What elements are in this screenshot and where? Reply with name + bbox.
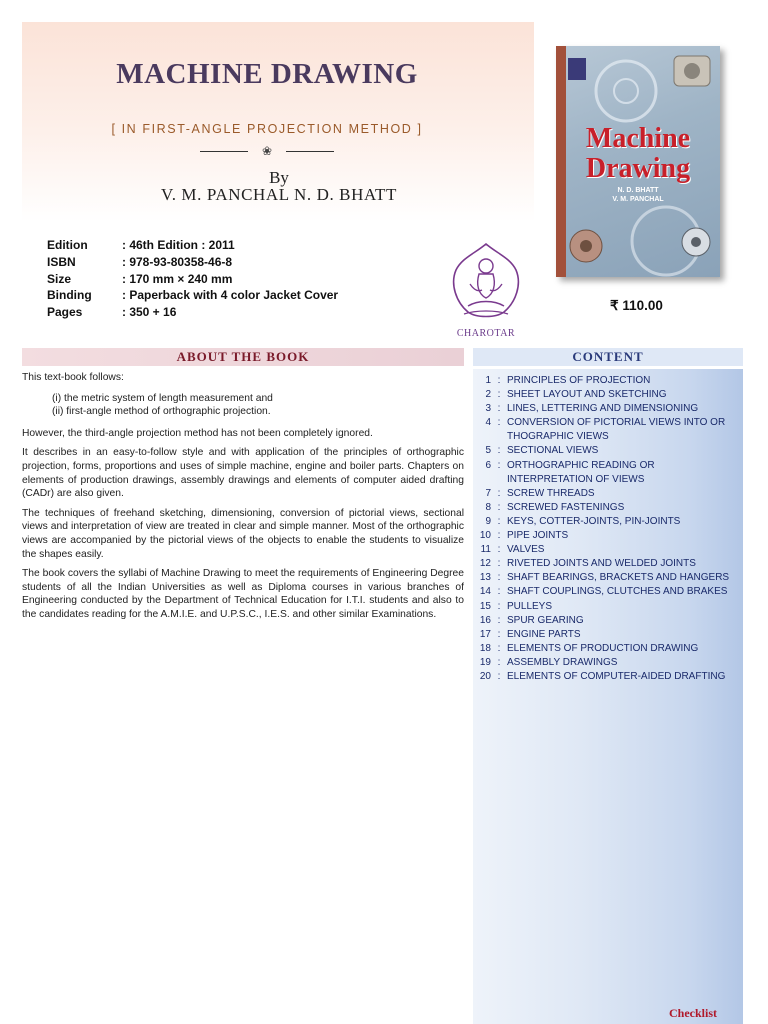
about-paragraph: The book covers the syllabi of Machine Drawing to meet the requirements of Engineering Degree students of all the Indian Universities as well as Diploma courses in various branches of Engineering conducted by the Department of Technical Education for I.T.I. students and also to the candidates reading for the A.M.I.E. and U.P.S.C., I.E.S. and other similar Examinations.: [22, 568, 464, 620]
book-details: [47, 237, 338, 321]
title-ornament: [0, 144, 534, 158]
toc-item: [476, 487, 742, 501]
toc-separator: :: [497, 670, 501, 682]
toc-item-number: 17: [479, 628, 491, 640]
ornament-line-right: [286, 151, 334, 152]
toc-separator: :: [497, 515, 501, 527]
detail-row-isbn: [47, 254, 338, 271]
publisher-logo: [446, 240, 526, 338]
toc-separator: :: [497, 544, 501, 556]
toc-item-title: ASSEMBLY DRAWINGS: [507, 656, 618, 668]
table-of-contents: [476, 374, 742, 684]
toc-item-number: 11: [480, 544, 491, 556]
toc-separator: :: [497, 375, 501, 386]
detail-label: Pages: [47, 305, 83, 320]
charotar-emblem-icon: [446, 240, 526, 326]
toc-item-title: ORTHOGRAPHIC READING OR INTERPRETATION OF VIEWS: [507, 459, 655, 485]
toc-item: [476, 656, 742, 670]
toc-item-number: 15: [479, 600, 491, 612]
toc-item-number: 16: [479, 614, 491, 626]
toc-separator: :: [497, 417, 501, 429]
toc-item-number: 4: [485, 417, 491, 429]
toc-item-number: 7: [485, 487, 491, 499]
toc-item-title: LINES, LETTERING AND DIMENSIONING: [507, 403, 699, 415]
toc-item-title: KEYS, COTTER-JOINTS, PIN-JOINTS: [507, 515, 681, 527]
toc-item: [476, 459, 742, 487]
toc-separator: :: [497, 600, 501, 612]
toc-item: [476, 374, 742, 388]
toc-item: [476, 600, 742, 614]
toc-item-number: 18: [479, 642, 491, 654]
toc-separator: :: [497, 558, 501, 570]
toc-item-title: SPUR GEARING: [507, 614, 584, 626]
toc-separator: :: [497, 572, 501, 584]
toc-separator: :: [497, 656, 501, 668]
toc-item-number: 6: [485, 459, 491, 471]
toc-item: [476, 571, 742, 585]
toc-separator: :: [497, 501, 501, 513]
toc-item-number: 2: [485, 389, 491, 401]
toc-item: [476, 614, 742, 628]
detail-value: : 170 mm × 240 mm: [122, 271, 233, 286]
cover-title: [556, 124, 720, 184]
book-authors: V. M. PANCHAL N. D. BHATT: [161, 185, 397, 204]
toc-item: [476, 628, 742, 642]
toc-item-number: 20: [479, 670, 491, 682]
toc-item-number: 19: [479, 656, 491, 668]
toc-item: [476, 642, 742, 656]
toc-item-title: ENGINE PARTS: [507, 628, 581, 640]
about-list-item: (i) the metric system of length measurement and: [52, 392, 273, 404]
toc-item-title: ELEMENTS OF PRODUCTION DRAWING: [507, 642, 699, 654]
about-paragraph: It describes in an easy-to-follow style and with application of the principles of orthographic projection, forms, proportions and uses of simple machine, engine and boiler parts. Chapters on elements of production drawings, assembly drawings and elements of computer aided drafting (CADr) are also given.: [22, 447, 464, 500]
toc-item: [476, 557, 742, 571]
toc-separator: :: [497, 459, 501, 471]
detail-label: ISBN: [47, 254, 76, 269]
toc-item-title: SCREWED FASTENINGS: [507, 501, 625, 513]
toc-item-title: ELEMENTS OF COMPUTER-AIDED DRAFTING: [507, 670, 726, 682]
toc-item-number: 3: [485, 403, 491, 415]
toc-item-title: SECTIONAL VIEWS: [507, 445, 599, 457]
toc-separator: :: [497, 530, 501, 542]
toc-item-number: 9: [485, 515, 491, 527]
cover-author-2: V. M. PANCHAL: [612, 196, 664, 203]
checklist-link[interactable]: Checklist: [669, 1006, 717, 1020]
detail-row-binding: [47, 287, 338, 304]
toc-item-number: 13: [479, 572, 491, 584]
toc-separator: :: [497, 403, 501, 415]
toc-separator: :: [497, 614, 501, 626]
detail-value: : 978-93-80358-46-8: [122, 254, 233, 269]
toc-separator: :: [497, 487, 501, 499]
toc-item-number: 10: [479, 530, 491, 542]
about-heading: ABOUT THE BOOK: [22, 348, 464, 366]
toc-item-title: SHAFT COUPLINGS, CLUTCHES AND BRAKES: [507, 586, 728, 598]
detail-label: Binding: [47, 288, 92, 303]
toc-separator: :: [497, 628, 501, 640]
toc-item-title: PIPE JOINTS: [507, 530, 569, 542]
toc-item-number: 8: [485, 501, 491, 513]
toc-item-number: 12: [479, 558, 491, 570]
toc-separator: :: [497, 445, 501, 457]
toc-separator: :: [497, 389, 501, 401]
toc-item-title: CONVERSION OF PICTORIAL VIEWS INTO OR THOGRAPHIC VIEWS: [507, 417, 726, 443]
by-label: By: [269, 168, 289, 187]
toc-item: [476, 444, 742, 458]
toc-item: [476, 543, 742, 557]
toc-item-title: SHEET LAYOUT AND SKETCHING: [507, 389, 667, 401]
toc-item: [476, 402, 742, 416]
toc-item-title: RIVETED JOINTS AND WELDED JOINTS: [507, 558, 696, 570]
toc-item-title: VALVES: [507, 544, 545, 556]
book-subtitle: [ IN FIRST-ANGLE PROJECTION METHOD ]: [111, 122, 423, 136]
detail-label: Edition: [47, 238, 88, 252]
toc-item-title: SCREW THREADS: [507, 487, 595, 499]
detail-value: : 46th Edition : 2011: [122, 238, 235, 252]
cover-authors: [556, 186, 720, 204]
toc-item: [476, 670, 742, 684]
cover-title-line-1: Machine: [585, 123, 691, 154]
toc-separator: :: [497, 586, 501, 598]
about-list: [52, 392, 464, 419]
toc-item-number: 5: [485, 445, 491, 457]
book-price: ₹ 110.00: [610, 298, 663, 313]
toc-item-number: 14: [479, 586, 491, 598]
toc-item: [476, 388, 742, 402]
publisher-name: CHAROTAR: [456, 328, 516, 339]
toc-item: [476, 501, 742, 515]
toc-item: [476, 585, 742, 599]
toc-item-number: 1: [485, 375, 491, 386]
about-intro: This text-book follows:: [22, 372, 124, 383]
detail-label: Size: [47, 271, 72, 286]
detail-value: : Paperback with 4 color Jacket Cover: [122, 288, 339, 303]
about-text: [22, 371, 464, 628]
toc-item-title: PRINCIPLES OF PROJECTION: [507, 375, 651, 386]
detail-value: : 350 + 16: [122, 305, 177, 320]
detail-row-pages: [47, 304, 338, 321]
cover-title-line-2: Drawing: [585, 153, 691, 184]
about-paragraph: However, the third-angle projection method has not been completely ignored.: [22, 427, 373, 439]
toc-item-title: PULLEYS: [507, 600, 553, 612]
book-title: MACHINE DRAWING: [116, 58, 418, 90]
toc-item: [476, 416, 742, 444]
toc-item: [476, 515, 742, 529]
toc-item: [476, 529, 742, 543]
toc-item-title: SHAFT BEARINGS, BRACKETS AND HANGERS: [507, 572, 730, 584]
toc-separator: :: [497, 642, 501, 654]
cover-author-1: N. D. BHATT: [617, 187, 659, 194]
detail-row-edition: [47, 237, 338, 254]
flower-icon: ❀: [261, 144, 273, 158]
book-cover-image: [556, 46, 720, 277]
ornament-line-left: [200, 151, 248, 152]
about-list-item: (ii) first-angle method of orthographic projection.: [52, 406, 271, 418]
content-heading: CONTENT: [473, 348, 743, 369]
detail-row-size: [47, 271, 338, 288]
about-paragraph: The techniques of freehand sketching, dimensioning, conversion of pictorial views, sectional views and interpretation of view are treated in clear and simple manner. Most of the orthographic views are accompanied by the pictorial views of the objects to enable the students to visualize the shapes easily.: [22, 507, 464, 560]
